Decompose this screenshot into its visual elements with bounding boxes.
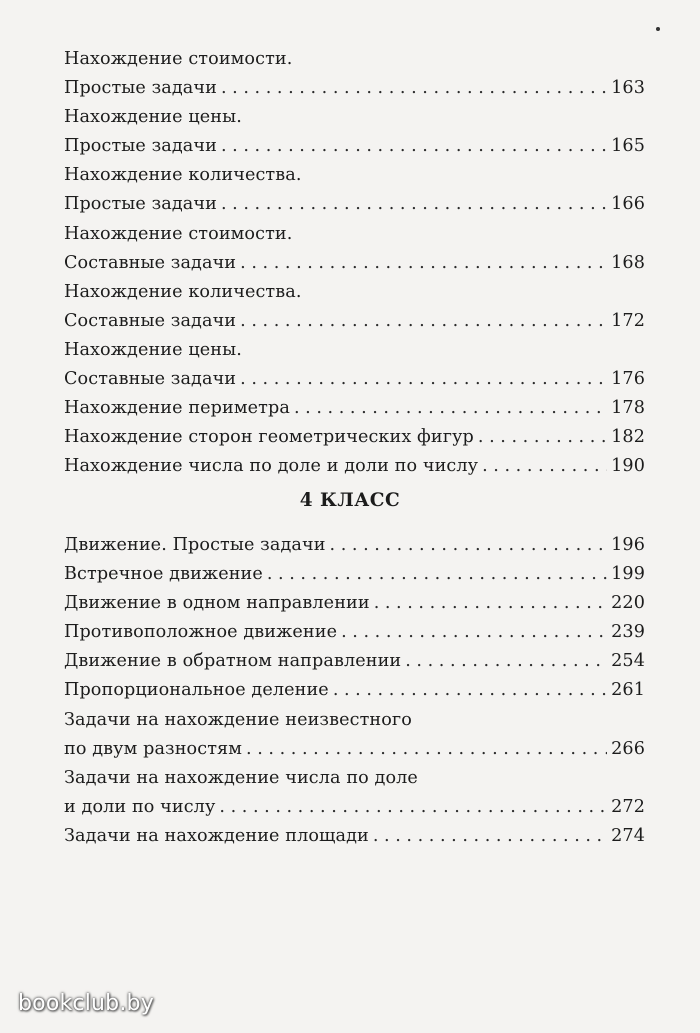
toc-line	[64, 336, 645, 365]
toc-entry	[64, 676, 645, 705]
toc-line-text: Нахождение количества.	[64, 281, 302, 302]
toc-line-text: Нахождение цены.	[64, 339, 242, 360]
toc-entry	[64, 103, 645, 161]
toc-entry	[64, 560, 645, 589]
toc-entry	[64, 706, 645, 764]
toc-line-text: Задачи на нахождение площади	[64, 825, 369, 846]
toc-page-number: 190	[611, 456, 645, 477]
dot-leader	[240, 249, 607, 278]
toc-line-text: Задачи на нахождение числа по доле	[64, 767, 418, 788]
toc-line-text: Составные задачи	[64, 369, 237, 390]
toc-page-number: 166	[611, 194, 645, 215]
toc-line	[64, 307, 645, 336]
dot-leader	[294, 394, 607, 423]
toc-line-text: Задачи на нахождение неизвестного	[64, 709, 412, 730]
toc-line-text: Нахождение стоимости.	[64, 223, 293, 244]
toc-line	[64, 793, 645, 822]
toc-line	[64, 161, 645, 190]
toc-entry	[64, 647, 645, 676]
toc-line	[64, 394, 645, 423]
toc-line	[64, 278, 645, 307]
toc-line-text: Простые задачи	[64, 78, 217, 99]
site-watermark: bookclub.by	[18, 991, 154, 1016]
toc-line	[64, 676, 645, 705]
toc-line-text: Простые задачи	[64, 194, 217, 215]
dot-leader	[333, 676, 607, 705]
toc-page-number: 176	[611, 369, 645, 390]
toc-line	[64, 531, 645, 560]
toc-line-text: Движение в одном направлении	[64, 593, 370, 614]
toc-line-text: Нахождение количества.	[64, 165, 302, 186]
toc-line	[64, 706, 645, 735]
toc-page-number: 172	[611, 310, 645, 331]
toc-page-number: 178	[611, 398, 645, 419]
toc-line	[64, 74, 645, 103]
dot-leader	[246, 735, 607, 764]
toc-page-number: 274	[611, 825, 645, 846]
toc-entry	[64, 394, 645, 423]
toc-entry	[64, 822, 645, 851]
toc-entry	[64, 220, 645, 278]
toc-entry	[64, 278, 645, 336]
toc-page-number: 220	[611, 593, 645, 614]
toc-entry	[64, 161, 645, 219]
toc-entry	[64, 452, 645, 481]
toc-entry	[64, 764, 645, 822]
toc-line	[64, 249, 645, 278]
toc-page-number: 182	[611, 427, 645, 448]
dot-leader	[330, 531, 608, 560]
toc-line-text: Движение в обратном направлении	[64, 651, 402, 672]
toc-line-text: Нахождение сторон геометрических фигур	[64, 427, 474, 448]
toc-entry	[64, 423, 645, 452]
toc-line	[64, 735, 645, 764]
toc-line	[64, 618, 645, 647]
toc-line	[64, 452, 645, 481]
toc-page-number: 261	[611, 680, 645, 701]
toc-line-text: Нахождение числа по доле и доли по числу	[64, 456, 479, 477]
toc-line-text: Встречное движение	[64, 564, 263, 585]
toc-entry	[64, 45, 645, 103]
section-heading: 4 КЛАСС	[299, 490, 401, 511]
toc-list-part2	[64, 531, 645, 851]
page-mark-dot	[656, 27, 660, 31]
toc-line	[64, 132, 645, 161]
dot-leader	[240, 307, 607, 336]
toc-line-text: и доли по числу	[64, 796, 216, 817]
toc-line	[64, 365, 645, 394]
toc-line	[64, 764, 645, 793]
toc-line-text: Нахождение стоимости.	[64, 49, 293, 69]
toc-page-number: 254	[611, 651, 645, 672]
toc-page-number: 239	[611, 622, 645, 643]
toc-line-text: Нахождение цены.	[64, 107, 242, 128]
toc-line	[64, 45, 645, 74]
toc-page-number: 272	[611, 796, 645, 817]
dot-leader	[219, 793, 607, 822]
toc-line	[64, 220, 645, 249]
dot-leader	[221, 190, 607, 219]
toc-line	[64, 423, 645, 452]
toc-page-number: 168	[611, 252, 645, 273]
toc-entry	[64, 618, 645, 647]
toc-line	[64, 103, 645, 132]
dot-leader	[482, 452, 607, 481]
toc-page-number: 266	[611, 738, 645, 759]
dot-leader	[221, 74, 607, 103]
toc-line	[64, 647, 645, 676]
toc-entry	[64, 589, 645, 618]
dot-leader	[373, 822, 607, 851]
toc-line-text: Нахождение периметра	[64, 398, 290, 419]
toc-line-text: по двум разностям	[64, 738, 243, 759]
toc-page-number: 199	[611, 564, 645, 585]
dot-leader	[478, 423, 607, 452]
toc-line	[64, 190, 645, 219]
toc-entry	[64, 336, 645, 394]
toc-entry	[64, 531, 645, 560]
toc-line-text: Пропорциональное деление	[64, 680, 329, 701]
toc-line	[64, 560, 645, 589]
toc-page-number: 165	[611, 136, 645, 157]
toc-line-text: Составные задачи	[64, 252, 237, 273]
dot-leader	[221, 132, 607, 161]
dot-leader	[374, 589, 607, 618]
toc-line	[64, 822, 645, 851]
toc-page-number: 196	[611, 535, 645, 555]
toc-line-text: Составные задачи	[64, 310, 237, 331]
dot-leader	[267, 560, 607, 589]
toc-line-text: Движение. Простые задачи	[64, 535, 326, 555]
toc-line-text: Противоположное движение	[64, 622, 338, 643]
toc-list-part1	[64, 45, 645, 481]
toc-line-text: Простые задачи	[64, 136, 217, 157]
toc-line	[64, 589, 645, 618]
toc-page-number: 163	[611, 78, 645, 99]
dot-leader	[341, 618, 607, 647]
dot-leader	[405, 647, 607, 676]
dot-leader	[240, 365, 607, 394]
